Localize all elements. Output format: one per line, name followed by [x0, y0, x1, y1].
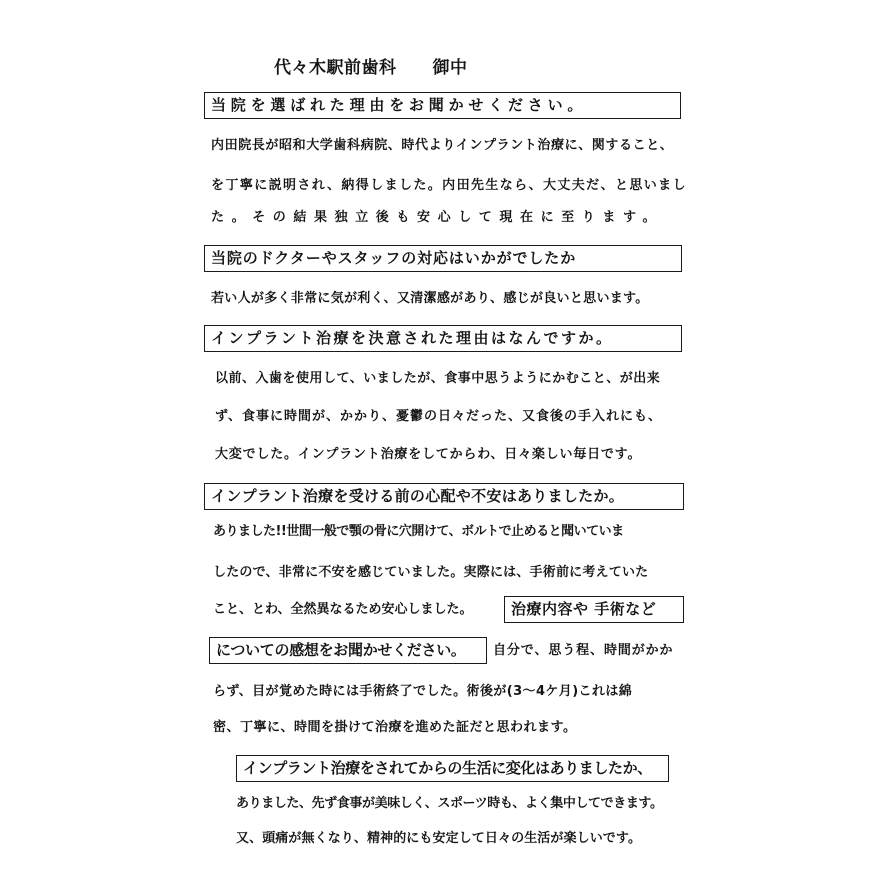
question-text-2: 当院のドクターやスタッフの対応はいかがでしたか: [211, 249, 577, 267]
answer-line: らず、目が覚めた時には手術終了でした。術後が(3～4ケ月)これは綿: [213, 684, 633, 699]
answer-line: ず、食事に時間が、かかり、憂鬱の日々だった、又食後の手入れにも、: [215, 409, 662, 424]
question-box-5b: [209, 637, 487, 664]
question-text-1: 当院を選ばれた理由をお聞かせください。: [211, 96, 588, 114]
question-box-2: [204, 245, 682, 272]
question-text-6: インプラント治療をされてからの生活に変化はありましたか、: [243, 759, 652, 777]
answer-line: こと、とわ、全然異なるため安心しました。: [213, 602, 473, 617]
answer-line: ありました、先ず食事が美味しく、スポーツ時も、よく集中してできます。: [236, 796, 663, 811]
question-text-4: インプラント治療を受ける前の心配や不安はありましたか。: [211, 487, 625, 505]
question-box-3: [204, 325, 682, 352]
answer-line: 又、頭痛が無くなり、精神的にも安定して日々の生活が楽しいです。: [236, 831, 642, 846]
question-box-5a: [504, 596, 684, 623]
answer-line: 内田院長が昭和大学歯科病院、時代よりインプラント治療に、関すること、: [211, 138, 674, 153]
addressee: 御中: [432, 58, 468, 78]
document-title: [274, 60, 468, 77]
answer-line: 密、丁寧に、時間を掛けて治療を進めた証だと思われます。: [213, 720, 577, 735]
question-box-4: [204, 483, 684, 510]
answer-line: 大変でした。インプラント治療をしてからわ、日々楽しい毎日です。: [215, 447, 642, 462]
answer-line: を丁寧に説明され、納得しました。内田先生なら、大丈夫だ、と思いまし: [211, 178, 687, 193]
question-text-5b: についての感想をお聞かせください。: [216, 641, 466, 659]
answer-line: 自分で、思う程、時間がかか: [493, 643, 674, 658]
answer-line: ありました!!世間一般で顎の骨に穴開けて、ボルトで止めると聞いていま: [213, 524, 624, 539]
answer-line: 若い人が多く非常に気が利く、又清潔感があり、感じが良いと思います。: [211, 291, 649, 306]
question-text-3: インプラント治療を決意された理由はなんですか。: [211, 329, 614, 347]
question-text-5a: 治療内容や 手術など: [511, 600, 657, 618]
question-box-6: [236, 755, 669, 782]
clinic-name: 代々木駅前歯科: [274, 58, 397, 78]
answer-line: た。その結果独立後も安心して現在に至ります。: [211, 210, 664, 225]
answer-line: 以前、入歯を使用して、いましたが、食事中思うようにかむこと、が出来: [215, 371, 661, 386]
question-box-1: [204, 92, 681, 119]
answer-line: したので、非常に不安を感じていました。実際には、手術前に考えていた: [213, 565, 649, 580]
